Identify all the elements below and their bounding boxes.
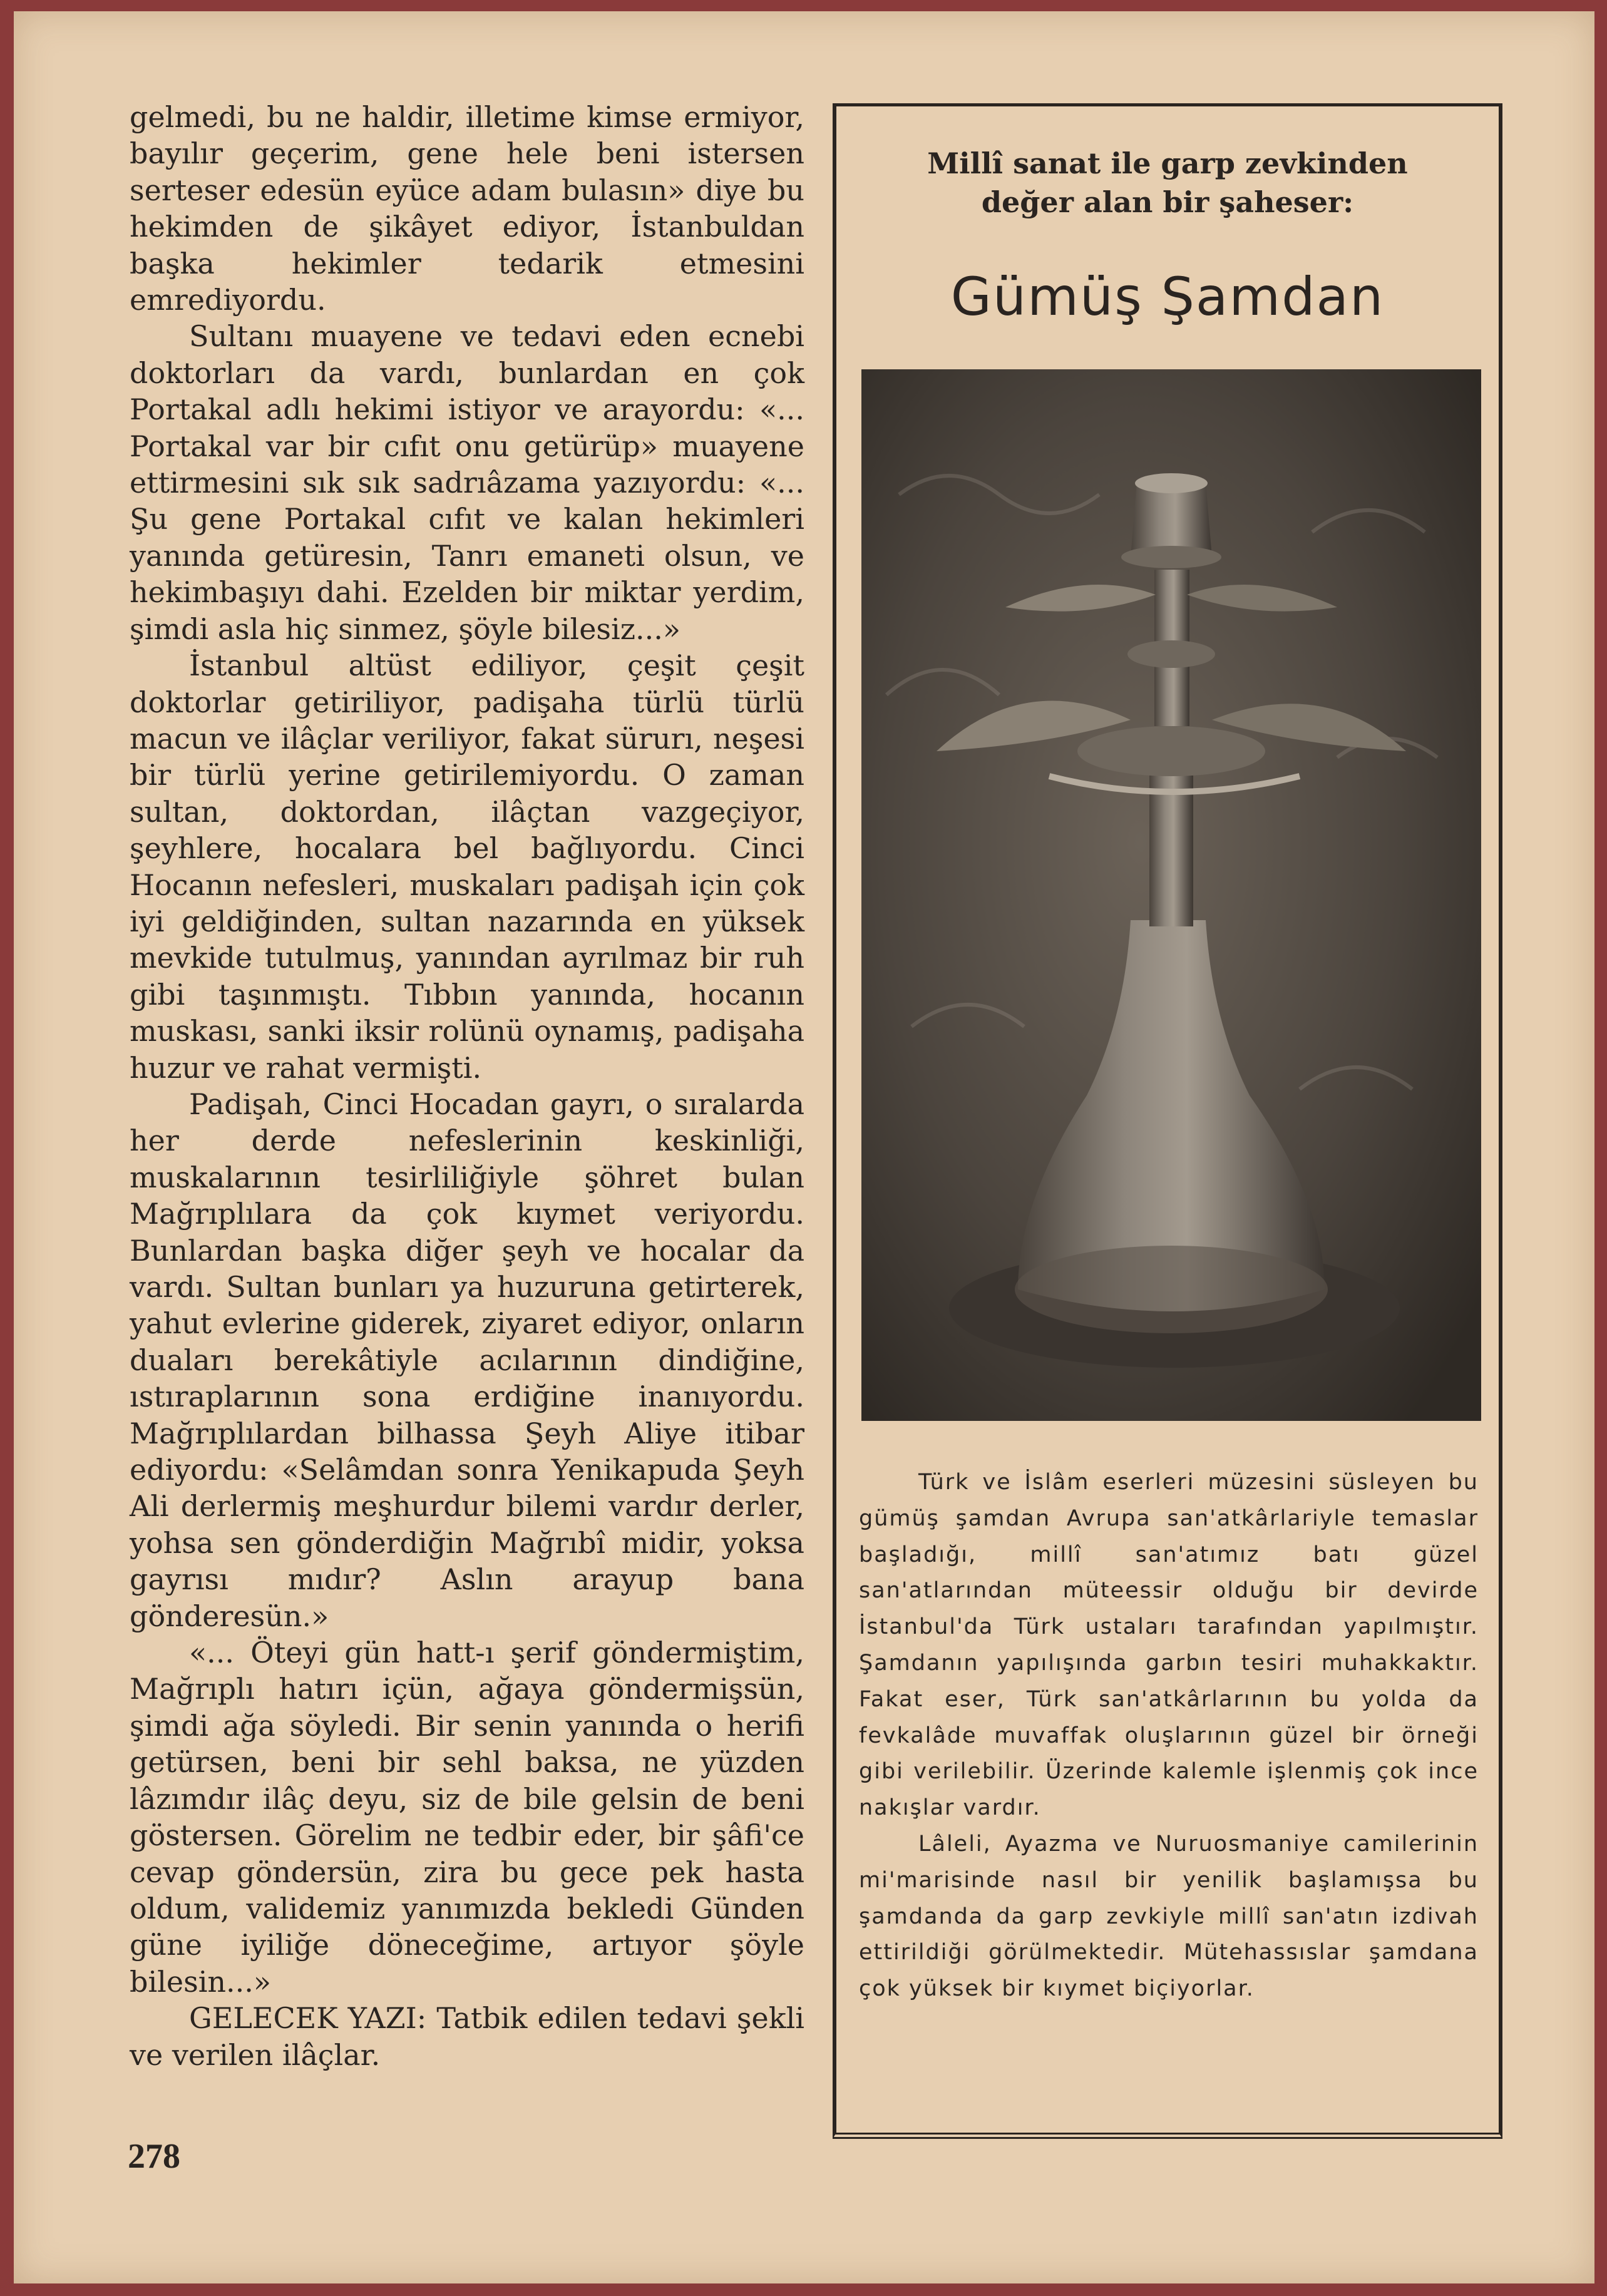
- caption-paragraph: Lâleli, Ayazma ve Nuruosmaniye camilerinin mi'marisinde nasıl bir yenilik başlamışsa bu şamdanda da garp zevkiyle millî san'atın izdivah ettirildiği görülmektedir. Mütehassıslar şamdana çok yüksek bir kıymet biçiyorlar.: [859, 1831, 1479, 2002]
- caption-paragraph: Türk ve İslâm eserleri müzesini süsleyen bu gümüş şamdan Avrupa san'atkârlariyle temaslar başladığı, millî san'atımız batı güzel san'atlarından müteessir olduğu bir devirde İstanbul'da Türk ustaları tarafından yapılmıştır. Şamdanın yapılışında garbın tesiri muhakkaktır. Fakat eser, Türk san'atkârlarının bu yolda da fevkalâde muvaffak oluşlarının güzel bir örneği gibi verilebilir. Üzerinde kalemle işlenmiş çok ince nakışlar vardır.: [859, 1470, 1479, 1821]
- silver-candlestick-photo: [861, 369, 1481, 1421]
- magazine-page: [14, 11, 1594, 2283]
- article-paragraph: İstanbul altüst ediliyor, çeşit çeşit doktorlar getiriliyor, padişaha türlü türlü macun ve ilâçlar veriliyor, fakat sürurı, neşesi bir türlü yerine getirilemiyordu. O zaman sultan, doktordan, ilâçtan vazgeçiyor, şeyhlere, hocalara bel bağlıyordu. Cinci Hocanın nefesleri, muskaları padişah için çok iyi geldiğinden, sultan nazarında en yüksek mevkide tutulmuş, yanından ayrılmaz bir ruh gibi taşınmıştı. Tıbbın yanında, hocanın muskası, sanki iksir rolünü oynamış, padişaha huzur ve rahat vermişti.: [130, 648, 804, 1085]
- article-paragraph: Sultanı muayene ve tedavi eden ecnebi doktorları da vardı, bunlardan en çok Portakal adlı hekimi istiyor ve arayordu: «... Portakal var bir cıfıt onu getürüp» muayene ettirmesini sık sık sadrıâzama yazıyordu: «... Şu gene Portakal cıfıt ve kalan hekimleri yanında getüresin, Tanrı emaneti olsun, ve hekimbaşıyı dahi. Ezelden bir miktar yerdim, şimdi asla hiç sinmez, şöyle bilesiz...»: [130, 319, 804, 646]
- article-column: [130, 99, 804, 2073]
- sidebar-box: [833, 103, 1502, 2139]
- next-article-note: GELECEK YAZI: Tatbik edilen tedavi şekli ve verilen ilâçlar.: [130, 2001, 804, 2072]
- sidebar-title: [836, 144, 1499, 222]
- article-paragraph: «... Öteyi gün hatt-ı şerif göndermiştim, Mağrıplı hatırı içün, ağaya göndermişsün, şimdi ağa söyledi. Bir senin yanında o herifi getürsen, beni bir sehl baksa, ne yüzden lâzımdır ilâç deyu, siz de bile gelsin de beni göstersen. Görelim ne tedbir eder, bir şâfi'ce cevap göndersün, zira bu gece pek hasta oldum, validemiz yanımızda bekledi Günden güne iyiliğe döneceğime, artıyor şöyle bilesin...»: [130, 1636, 804, 1999]
- sidebar-heading: Gümüş Şamdan: [950, 266, 1385, 327]
- photo-caption: [859, 1465, 1479, 2007]
- sidebar-title-line: Millî sanat ile garp zevkinden: [927, 146, 1408, 180]
- article-paragraph: gelmedi, bu ne haldir, illetime kimse ermiyor, bayılır geçerim, gene hele beni istersen serteser edesün eyüce adam bulasın» diye bu hekimden de şikâyet ediyor, İstanbuldan başka hekimler tedarik etmesini emrediyordu.: [130, 100, 804, 317]
- article-paragraph: Padişah, Cinci Hocadan gayrı, o sıralarda her derde nefeslerinin keskinliği, muskalarının tesirliliğiyle şöhret bulan Mağrıplılara da çok kıymet veriyordu. Bunlardan başka diğer şeyh ve hocalar da vardı. Sultan bunları ya huzuruna getirterek, yahut evlerine giderek, ziyaret ediyor, onların duaları berekâtiyle acılarının dindiğine, ıstıraplarının sona erdiğine inanıyordu. Mağrıplılardan bilhassa Şeyh Aliye itibar ediyordu: «Selâmdan sonra Yenikapuda Şeyh Ali derlermiş meşhurdur bilemi vardır derler, yohsa sen gönderdiğin Mağrıbî midir, yoksa gayrısı mıdır? Aslın arayup bana gönderesün.»: [130, 1087, 804, 1633]
- sidebar-title-line: değer alan bir şaheser:: [981, 185, 1354, 219]
- page-number: 278: [128, 2137, 180, 2176]
